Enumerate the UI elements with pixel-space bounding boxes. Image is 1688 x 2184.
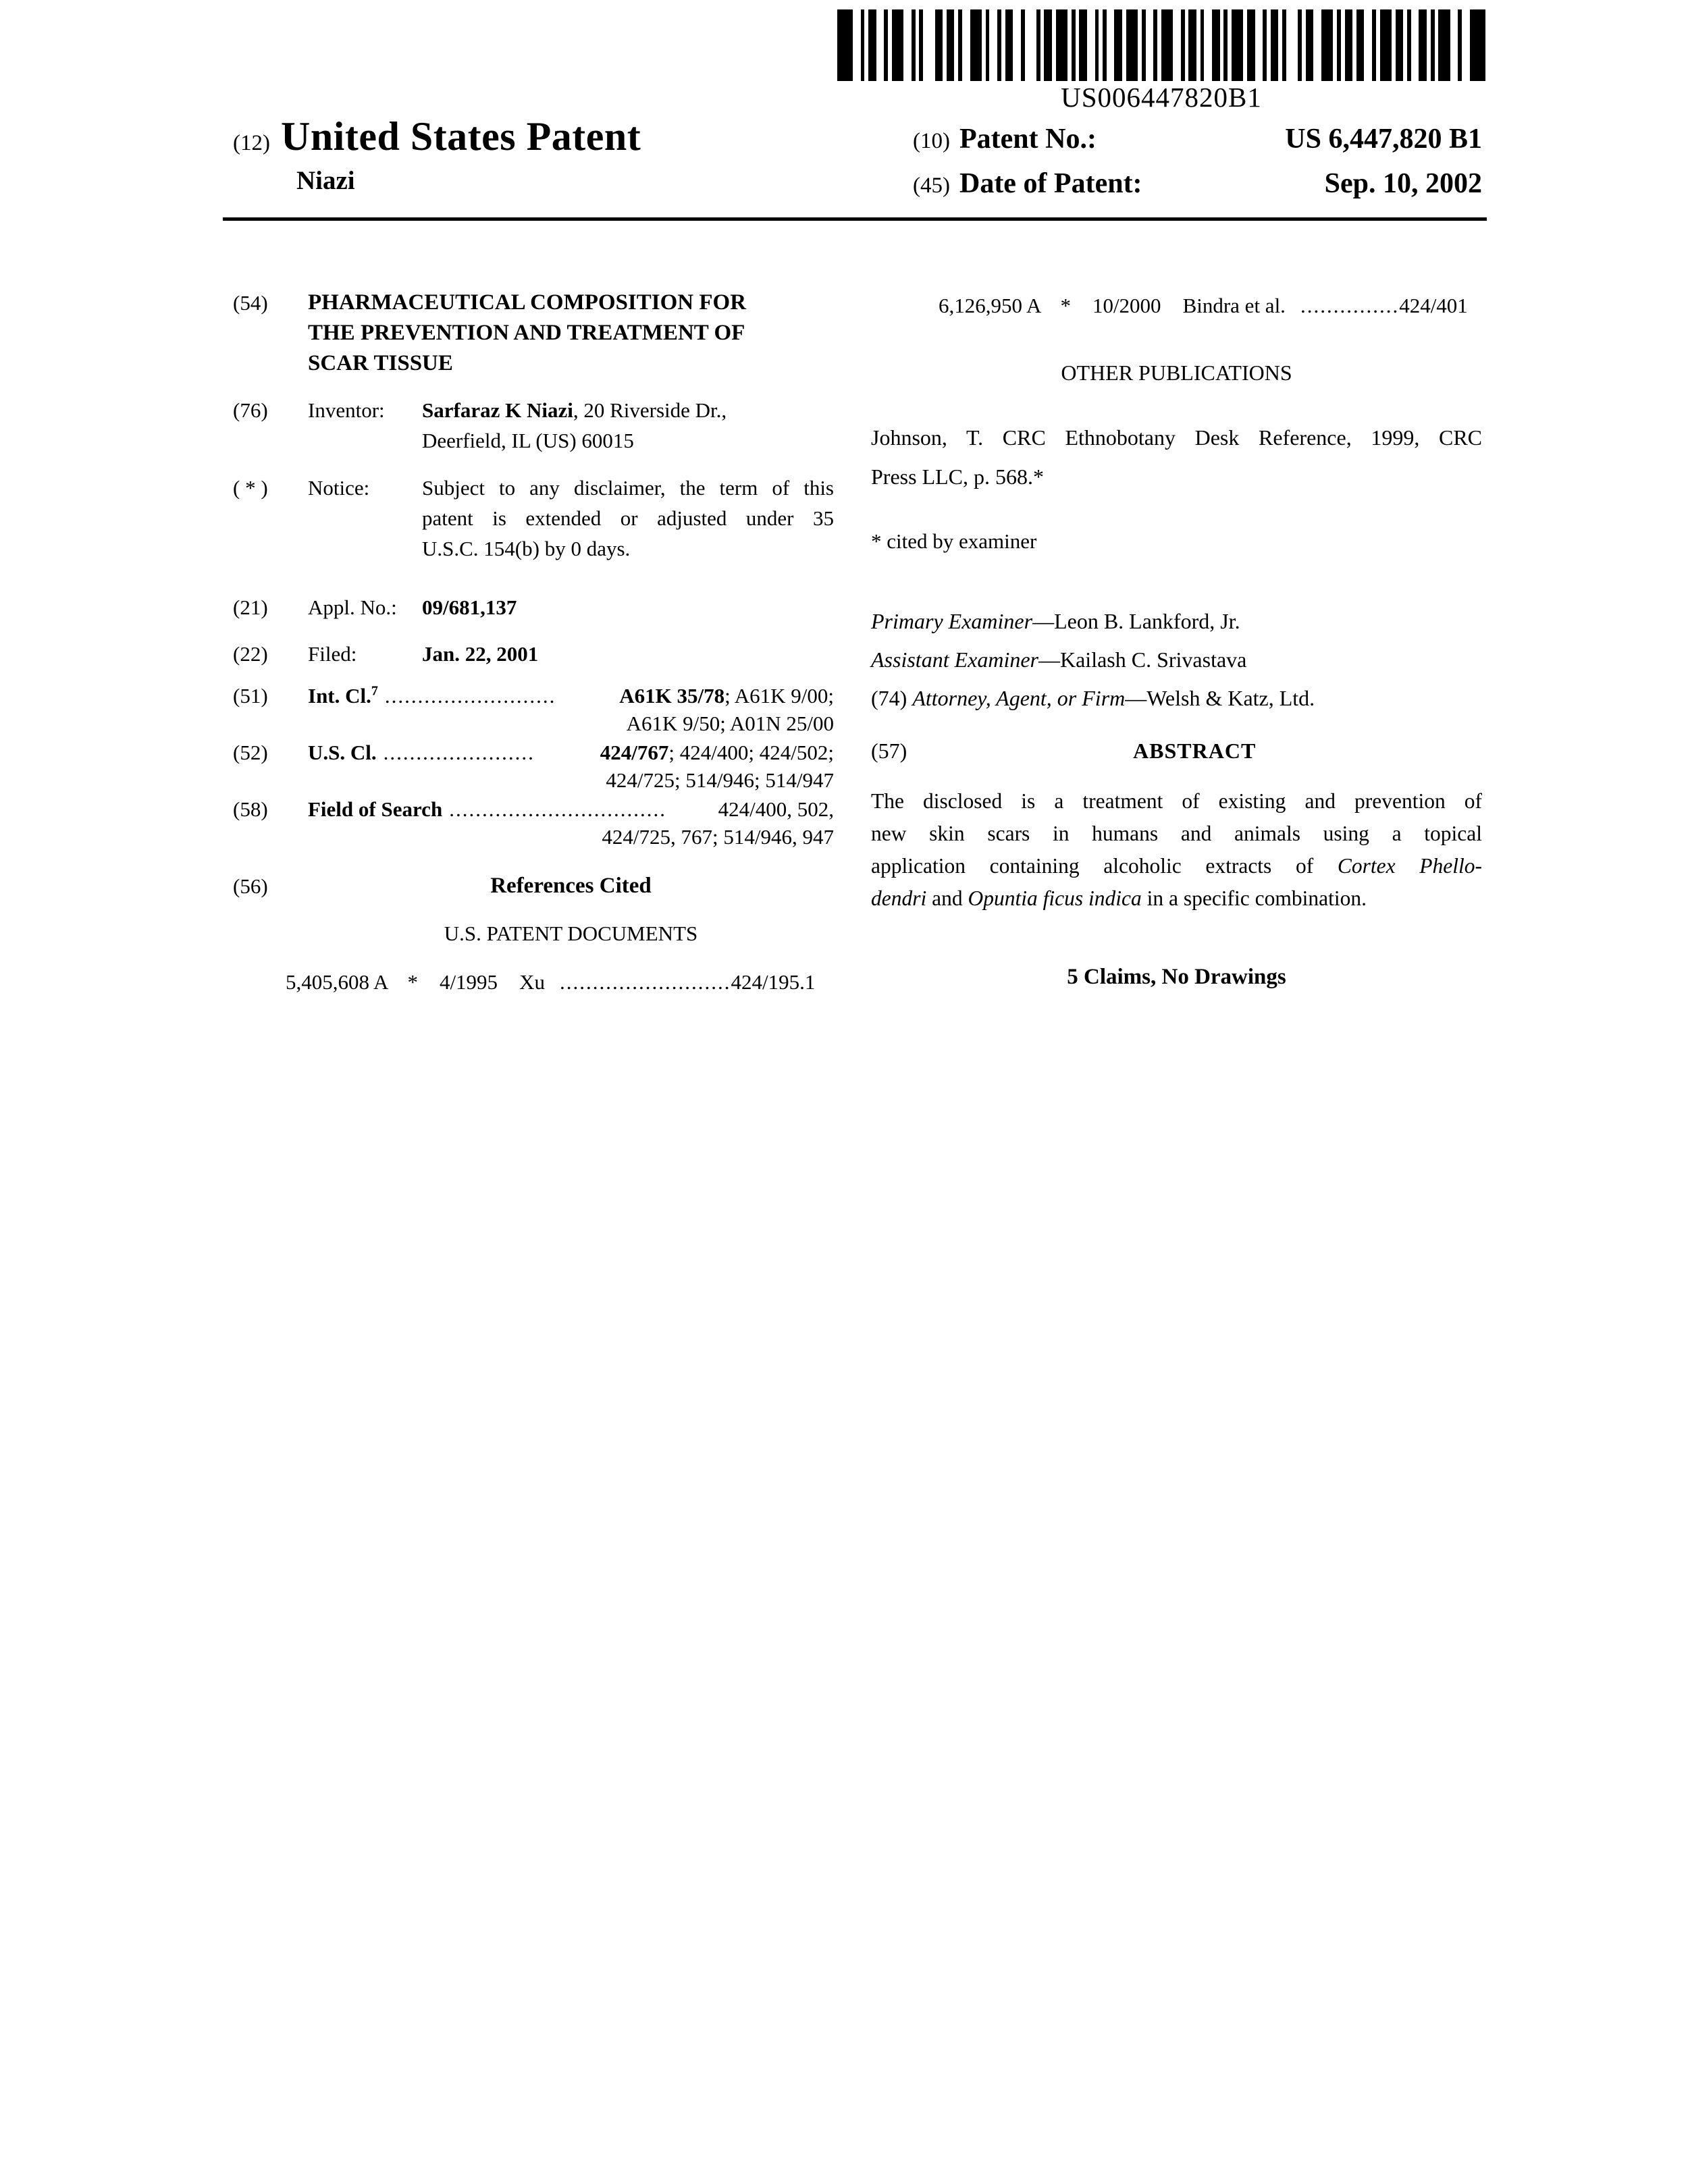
patent-kind-row (233, 113, 641, 160)
patent-number-row (913, 123, 1482, 155)
ref-classification: 424/195.1 (731, 970, 816, 994)
barcode-bar (853, 9, 861, 81)
filed-label: Filed: (308, 642, 357, 666)
ref-date: 10/2000 (1092, 294, 1161, 317)
us-cl-line2: 424/725; 514/946; 514/947 (606, 768, 834, 792)
field-code-star: ( * ) (233, 476, 268, 500)
leader-dots: ....................... (383, 741, 535, 764)
leader-dots: ................................. (449, 797, 666, 821)
invention-title-section (233, 288, 834, 379)
barcode-bar (1146, 9, 1154, 81)
field-of-search-line1 (308, 795, 834, 823)
ref-date: 4/1995 (439, 970, 498, 994)
barcode-bar (1411, 9, 1419, 81)
abstract-heading: ABSTRACT (1133, 739, 1257, 763)
us-patent-documents-heading: U.S. PATENT DOCUMENTS (444, 922, 698, 945)
barcode-bar (1212, 9, 1220, 81)
field-code-52: (52) (233, 741, 268, 764)
barcode-bar (837, 9, 853, 81)
primary-examiner-label: Primary Examiner (871, 609, 1033, 633)
patent-number-field-code: (10) (913, 129, 950, 153)
barcode-bar (1321, 9, 1333, 81)
barcode-bar (903, 9, 912, 81)
barcode-bar (1107, 9, 1115, 81)
barcode-bar (989, 9, 997, 81)
us-cl-line1 (308, 739, 834, 766)
int-cl-values: A61K 35/78; A61K 9/00; (619, 684, 834, 708)
field-of-search-values: 424/400, 502, (718, 797, 834, 821)
barcode-bar (1255, 9, 1263, 81)
ref-asterisk: * (1060, 294, 1071, 317)
inventor-address-part: , 20 Riverside Dr., (573, 398, 727, 422)
ref-inventor-name: Bindra et al. (1182, 294, 1286, 317)
left-column (233, 286, 834, 997)
barcode-bar (1056, 9, 1067, 81)
field-code-56: (56) (233, 874, 268, 898)
page-title: United States Patent (280, 114, 641, 159)
publication-line: Johnson, T. CRC Ethnobotany Desk Reference, 1999, CRC (871, 425, 1482, 450)
field-of-search-line2: 424/725, 767; 514/946, 947 (602, 825, 834, 849)
inventor-section (233, 395, 834, 456)
barcode (837, 9, 1485, 81)
abstract-line: The disclosed is a treatment of existing and prevention of (871, 789, 1482, 813)
barcode-bar (876, 9, 885, 81)
patent-date-row (913, 167, 1482, 200)
notice-section (233, 473, 834, 564)
field-code-21: (21) (233, 595, 268, 619)
header-right (913, 123, 1482, 212)
ref-patent-number: 5,405,608 A (286, 970, 389, 994)
barcode-bar (1306, 9, 1314, 81)
us-cl-values: 424/767; 424/400; 424/502; (600, 741, 834, 764)
publication-line: Press LLC, p. 568.* (871, 464, 1044, 489)
application-number-section (233, 592, 834, 622)
barcode-bar (892, 9, 903, 81)
notice-line: Subject to any disclaimer, the term of this (422, 476, 834, 500)
header-left (233, 113, 641, 196)
barcode-bar (1025, 9, 1036, 81)
field-code-54: (54) (233, 291, 268, 315)
abstract-line: dendri and Opuntia ficus indica in a specific combination. (871, 886, 1367, 910)
patent-number-label: Patent No.: (959, 124, 1097, 155)
int-cl-line2: A61K 9/50; A01N 25/00 (626, 712, 834, 735)
abstract-line: new skin scars in humans and animals using a topical (871, 822, 1482, 845)
barcode-bar (1188, 9, 1196, 81)
field-code-51: (51) (233, 684, 268, 708)
kind-code-number: (12) (233, 131, 270, 155)
publication-entry (871, 418, 1482, 496)
leader-dots: .......................... (559, 970, 731, 994)
references-cited-section (233, 871, 834, 901)
int-cl-line1 (308, 682, 834, 710)
barcode-bar (935, 9, 943, 81)
notice-line: U.S.C. 154(b) by 0 days. (422, 537, 631, 560)
barcode-bar (1286, 9, 1298, 81)
barcode-bar (1345, 9, 1353, 81)
invention-title-line: SCAR TISSUE (308, 351, 453, 375)
leader-dots: .......................... (384, 684, 556, 708)
barcode-bar (1161, 9, 1173, 81)
primary-examiner-name: —Leon B. Lankford, Jr. (1032, 609, 1240, 633)
barcode-bar (1462, 9, 1470, 81)
us-patent-reference-row (233, 967, 834, 997)
inventor-surname: Niazi (296, 166, 355, 195)
filed-date-section (233, 639, 834, 669)
assistant-examiner-line (871, 641, 1482, 679)
header-divider (223, 217, 1487, 221)
barcode-bar (970, 9, 982, 81)
cited-by-examiner-note: * cited by examiner (871, 529, 1037, 553)
barcode-bar (1356, 9, 1365, 81)
barcode-bar (868, 9, 876, 81)
barcode-bar (1364, 9, 1372, 81)
barcode-bar (1450, 9, 1458, 81)
attorney-label: Attorney, Agent, or Firm (912, 686, 1126, 710)
int-cl-section (233, 682, 834, 737)
examiners-block (871, 602, 1482, 718)
field-of-search-label: Field of Search (308, 797, 443, 821)
ref-asterisk: * (407, 970, 418, 994)
inventor-line1 (422, 395, 834, 425)
us-patent-reference-row (871, 290, 1482, 321)
ref-patent-number: 6,126,950 A (939, 294, 1042, 317)
assistant-examiner-name: —Kailash C. Srivastava (1038, 647, 1247, 672)
field-code-58: (58) (233, 797, 268, 821)
ref-classification: 424/401 (1399, 294, 1468, 317)
barcode-text: US006447820B1 (1061, 82, 1262, 113)
notice-label: Notice: (308, 476, 370, 500)
field-code-74: (74) (871, 686, 907, 710)
appl-no-value: 09/681,137 (422, 595, 517, 619)
abstract-line: application containing alcoholic extracts of Cortex Phello- (871, 854, 1482, 878)
barcode-bar (1470, 9, 1485, 81)
field-code-57: (57) (871, 739, 907, 763)
int-cl-superscript: 7 (371, 683, 378, 699)
invention-title (308, 288, 834, 379)
barcode-bar (1247, 9, 1255, 81)
notice-text (422, 473, 834, 564)
barcode-bar (1271, 9, 1279, 81)
barcode-bar (1204, 9, 1212, 81)
barcode-bar (1114, 9, 1122, 81)
barcode-bar (1005, 9, 1013, 81)
inventor-line2: Deerfield, IL (US) 60015 (422, 429, 634, 452)
assistant-examiner-label: Assistant Examiner (871, 647, 1038, 672)
field-code-76: (76) (233, 398, 268, 422)
invention-title-line: PHARMACEUTICAL COMPOSITION FOR (308, 290, 747, 315)
barcode-bar (1126, 9, 1138, 81)
barcode-bar (1232, 9, 1243, 81)
inventor-name: Sarfaraz K Niazi (422, 398, 573, 422)
leader-dots: ............... (1300, 294, 1400, 317)
barcode-bar (1173, 9, 1181, 81)
abstract-section (871, 736, 1482, 766)
us-cl-section (233, 739, 834, 794)
int-cl-body (308, 682, 834, 737)
barcode-bar (1419, 9, 1427, 81)
field-of-search-section (233, 795, 834, 851)
invention-title-line: THE PREVENTION AND TREATMENT OF (308, 321, 745, 345)
barcode-bar (1013, 9, 1021, 81)
barcode-bar (947, 9, 955, 81)
claims-summary: 5 Claims, No Drawings (1067, 965, 1286, 989)
barcode-bar (1380, 9, 1392, 81)
attorney-name: —Welsh & Katz, Ltd. (1125, 686, 1315, 710)
abstract-text (871, 785, 1482, 915)
other-publications-heading: OTHER PUBLICATIONS (1061, 361, 1292, 385)
barcode-bar (1438, 9, 1450, 81)
appl-no-label: Appl. No.: (308, 595, 397, 619)
inventor-label: Inventor: (308, 398, 385, 422)
barcode-bar (1079, 9, 1087, 81)
patent-date-label: Date of Patent: (959, 168, 1142, 199)
filed-value: Jan. 22, 2001 (422, 642, 539, 666)
barcode-bar (962, 9, 970, 81)
notice-line: patent is extended or adjusted under 35 (422, 506, 834, 530)
us-cl-body (308, 739, 834, 794)
field-of-search-body (308, 795, 834, 851)
patent-date-value: Sep. 10, 2002 (1324, 168, 1482, 199)
barcode-bar (1313, 9, 1321, 81)
barcode-bar (1087, 9, 1095, 81)
attorney-line (871, 679, 1482, 718)
ref-inventor-name: Xu (519, 970, 545, 994)
patent-number-value: US 6,447,820 B1 (1285, 124, 1482, 155)
patent-date-field-code: (45) (913, 174, 950, 198)
references-cited-heading: References Cited (490, 874, 652, 898)
barcode-bar (923, 9, 934, 81)
us-cl-label: U.S. Cl. (308, 741, 377, 764)
right-column (871, 286, 1482, 992)
primary-examiner-line (871, 602, 1482, 641)
int-cl-label: Int. Cl.$^7$ (308, 683, 378, 708)
barcode-bar (1396, 9, 1404, 81)
inventor-value (422, 395, 834, 456)
barcode-bar (1044, 9, 1052, 81)
field-code-22: (22) (233, 642, 268, 666)
